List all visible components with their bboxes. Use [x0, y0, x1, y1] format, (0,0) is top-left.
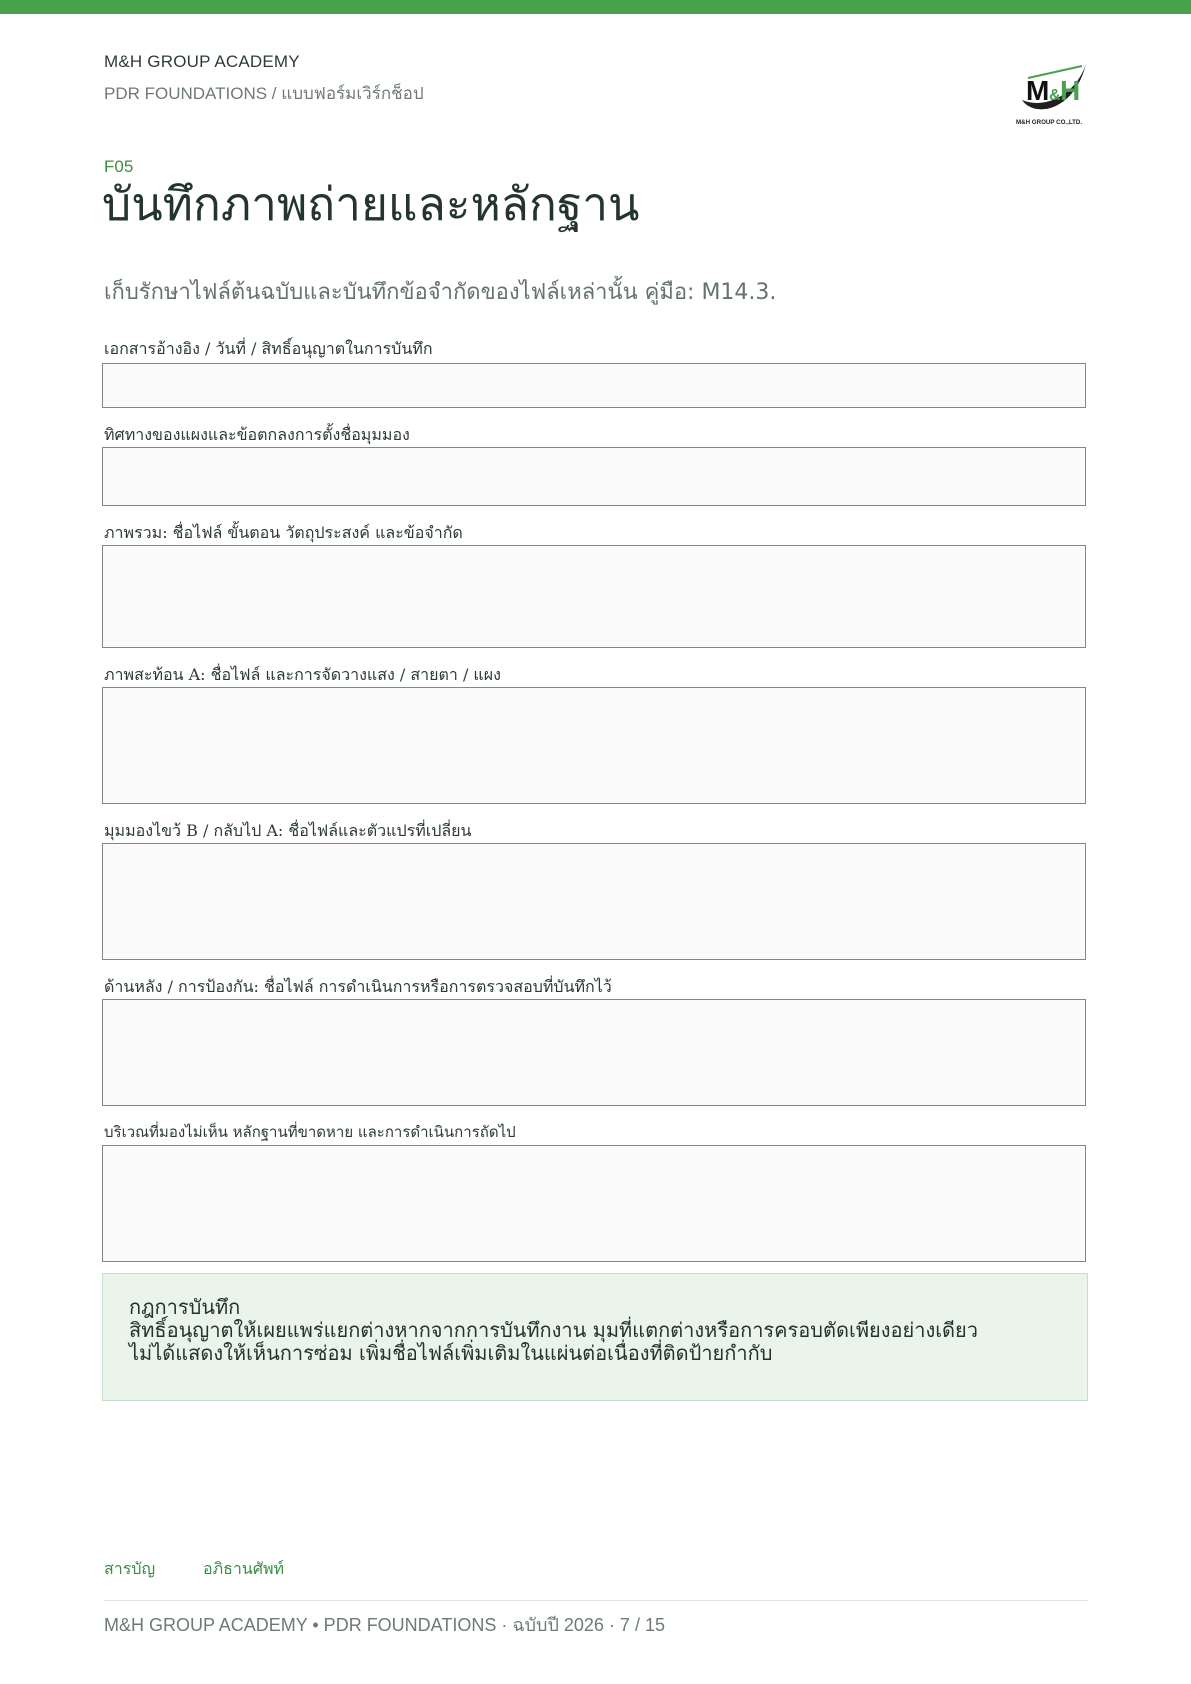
footer-divider [104, 1600, 1088, 1601]
breadcrumb: PDR FOUNDATIONS / แบบฟอร์มเวิร์กช็อป [104, 84, 424, 103]
field-reference-input[interactable] [102, 363, 1086, 408]
svg-text:H: H [1060, 75, 1081, 106]
top-accent-bar [0, 0, 1191, 14]
glossary-link[interactable]: อภิธานศัพท์ [203, 1559, 285, 1578]
field-label-overview: ภาพรวม: ชื่อไฟล์ ขั้นตอน วัตถุประสงค์ และข้อจำกัด [104, 523, 463, 542]
brand-name: M&H GROUP ACADEMY [104, 52, 300, 71]
page-footer: M&H GROUP ACADEMY • PDR FOUNDATIONS · ฉบับปี 2026 · 7 / 15 [104, 1615, 665, 1635]
svg-text:&: & [1049, 87, 1061, 104]
rules-line-1: สิทธิ์อนุญาตให้เผยแพร่แยกต่างหากจากการบันทึกงาน มุมที่แตกต่างหรือการครอบตัดเพียงอย่างเดียว [129, 1318, 978, 1342]
field-label-panel-orientation: ทิศทางของแผงและข้อตกลงการตั้งชื่อมุมมอง [104, 425, 410, 444]
field-label-blind-spots: บริเวณที่มองไม่เห็น หลักฐานที่ขาดหาย และการดำเนินการถัดไป [104, 1123, 516, 1141]
page-subtitle: เก็บรักษาไฟล์ต้นฉบับและบันทึกข้อจำกัดของไฟล์เหล่านั้น คู่มือ: M14.3. [104, 280, 777, 305]
form-code: F05 [104, 157, 134, 176]
field-reflection-a-input[interactable] [102, 687, 1086, 804]
table-of-contents-link[interactable]: สารบัญ [104, 1559, 156, 1578]
page-title: บันทึกภาพถ่ายและหลักฐาน [102, 177, 640, 231]
field-label-backside-protection: ด้านหลัง / การป้องกัน: ชื่อไฟล์ การดำเนินการหรือการตรวจสอบที่บันทึกไว้ [104, 977, 612, 996]
field-panel-orientation-input[interactable] [102, 447, 1086, 506]
svg-text:M: M [1026, 75, 1050, 106]
company-logo [1016, 60, 1090, 126]
field-label-reflection-a: ภาพสะท้อน A: ชื่อไฟล์ และการจัดวางแสง / สายตา / แผง [104, 665, 501, 684]
field-cross-view-b-input[interactable] [102, 843, 1086, 960]
field-overview-input[interactable] [102, 545, 1086, 648]
field-blind-spots-input[interactable] [102, 1145, 1086, 1262]
field-backside-protection-input[interactable] [102, 999, 1086, 1106]
rules-heading: กฎการบันทึก [129, 1295, 241, 1319]
field-label-cross-view-b: มุมมองไขว้ B / กลับไป A: ชื่อไฟล์และตัวแปรที่เปลี่ยน [104, 821, 472, 840]
recording-rules-box [102, 1273, 1088, 1401]
field-label-reference: เอกสารอ้างอิง / วันที่ / สิทธิ์อนุญาตในการบันทึก [104, 339, 433, 358]
logo-text: M&H GROUP CO.,LTD. [1016, 119, 1083, 126]
rules-line-2: ไม่ได้แสดงให้เห็นการซ่อม เพิ่มชื่อไฟล์เพิ่มเติมในแผ่นต่อเนื่องที่ติดป้ายกำกับ [129, 1341, 773, 1365]
